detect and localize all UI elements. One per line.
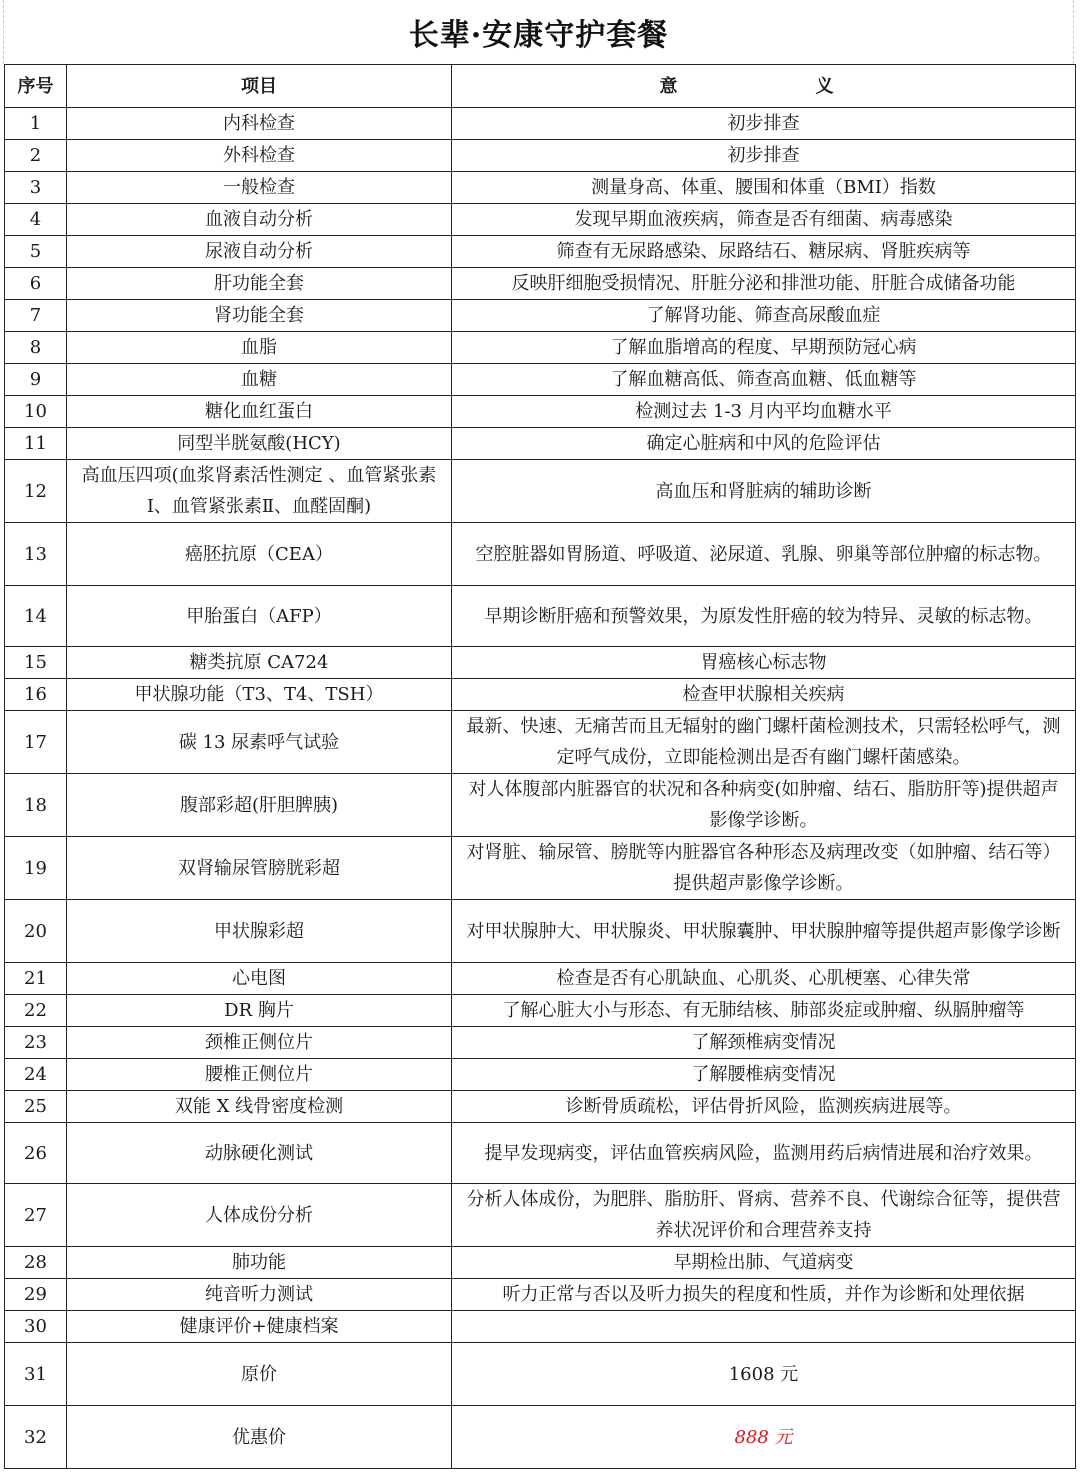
header-desc: 意 义: [452, 65, 1076, 108]
header-no: 序号: [5, 65, 67, 108]
table-row: [5, 900, 1076, 963]
table-row: [5, 523, 1076, 586]
table-row: [5, 1279, 1076, 1311]
row-no: 18: [5, 774, 67, 837]
title-bar: [3, 0, 1074, 64]
table-row: [5, 647, 1076, 679]
table-row: [5, 1311, 1076, 1343]
row-desc: 高血压和肾脏病的辅助诊断: [452, 460, 1076, 523]
row-no: 24: [5, 1059, 67, 1091]
sale-price-row: [5, 1406, 1076, 1469]
row-item: 高血压四项(血浆肾素活性测定 、血管紧张素 Ⅰ、血管紧张素Ⅱ、血醛固酮): [67, 460, 452, 523]
row-item: 糖类抗原 CA724: [67, 647, 452, 679]
row-no: 10: [5, 396, 67, 428]
row-no: 1: [5, 108, 67, 140]
row-desc: 提早发现病变，评估血管疾病风险，监测用药后病情进展和治疗效果。: [452, 1123, 1076, 1184]
row-desc: 了解腰椎病变情况: [452, 1059, 1076, 1091]
original-price-row: [5, 1343, 1076, 1406]
row-item: 双肾输尿管膀胱彩超: [67, 837, 452, 900]
row-item: 血糖: [67, 364, 452, 396]
row-no: 32: [5, 1406, 67, 1469]
page-title: 长辈·安康守护套餐: [408, 18, 669, 53]
table-row: [5, 963, 1076, 995]
row-item: 血脂: [67, 332, 452, 364]
row-item: 人体成份分析: [67, 1184, 452, 1247]
row-desc: 检测过去 1-3 月内平均血糖水平: [452, 396, 1076, 428]
row-no: 20: [5, 900, 67, 963]
row-no: 3: [5, 172, 67, 204]
row-desc: 初步排查: [452, 108, 1076, 140]
table-row: [5, 396, 1076, 428]
row-item: 甲胎蛋白（AFP）: [67, 586, 452, 647]
row-desc: 诊断骨质疏松，评估骨折风险，监测疾病进展等。: [452, 1091, 1076, 1123]
row-desc: 对肾脏、输尿管、膀胱等内脏器官各种形态及病理改变（如肿瘤、结石等）提供超声影像学诊断。: [452, 837, 1076, 900]
table-row: [5, 236, 1076, 268]
row-desc: 测量身高、体重、腰围和体重（BMI）指数: [452, 172, 1076, 204]
row-item: 颈椎正侧位片: [67, 1027, 452, 1059]
row-desc: 空腔脏器如胃肠道、呼吸道、泌尿道、乳腺、卵巢等部位肿瘤的标志物。: [452, 523, 1076, 586]
table-row: [5, 204, 1076, 236]
row-no: 27: [5, 1184, 67, 1247]
row-item: 健康评价+健康档案: [67, 1311, 452, 1343]
row-no: 11: [5, 428, 67, 460]
row-no: 31: [5, 1343, 67, 1406]
table-row: [5, 711, 1076, 774]
row-item: 血液自动分析: [67, 204, 452, 236]
row-item: 心电图: [67, 963, 452, 995]
table-row: [5, 1247, 1076, 1279]
row-item: 癌胚抗原（CEA）: [67, 523, 452, 586]
table-row: [5, 332, 1076, 364]
row-desc: 最新、快速、无痛苦而且无辐射的幽门螺杆菌检测技术，只需轻松呼气，测定呼气成份，立即能检测出是否有幽门螺杆菌感染。: [452, 711, 1076, 774]
row-no: 2: [5, 140, 67, 172]
table-row: [5, 268, 1076, 300]
row-item: 肾功能全套: [67, 300, 452, 332]
row-no: 13: [5, 523, 67, 586]
row-no: 21: [5, 963, 67, 995]
table-row: [5, 1123, 1076, 1184]
row-no: 4: [5, 204, 67, 236]
row-desc: 早期诊断肝癌和预警效果，为原发性肝癌的较为特异、灵敏的标志物。: [452, 586, 1076, 647]
row-item: 同型半胱氨酸(HCY): [67, 428, 452, 460]
row-no: 30: [5, 1311, 67, 1343]
row-desc: 反映肝细胞受损情况、肝脏分泌和排泄功能、肝脏合成储备功能: [452, 268, 1076, 300]
table-row: [5, 300, 1076, 332]
table-row: [5, 995, 1076, 1027]
row-item: 腰椎正侧位片: [67, 1059, 452, 1091]
row-no: 5: [5, 236, 67, 268]
row-item: 内科检查: [67, 108, 452, 140]
table-row: [5, 837, 1076, 900]
row-desc: 分析人体成份，为肥胖、脂肪肝、肾病、营养不良、代谢综合征等，提供营养状况评价和合理营养支持: [452, 1184, 1076, 1247]
row-item: 肺功能: [67, 1247, 452, 1279]
sale-price-value: 888 元: [452, 1406, 1076, 1469]
row-no: 7: [5, 300, 67, 332]
row-item: 外科检查: [67, 140, 452, 172]
table-row: [5, 774, 1076, 837]
row-no: 16: [5, 679, 67, 711]
row-no: 14: [5, 586, 67, 647]
table-row: [5, 586, 1076, 647]
table-row: [5, 1091, 1076, 1123]
row-no: 8: [5, 332, 67, 364]
row-no: 23: [5, 1027, 67, 1059]
row-item: 甲状腺彩超: [67, 900, 452, 963]
row-desc: 听力正常与否以及听力损失的程度和性质，并作为诊断和处理依据: [452, 1279, 1076, 1311]
row-desc: [452, 1311, 1076, 1343]
table-row: [5, 364, 1076, 396]
row-no: 12: [5, 460, 67, 523]
row-item: DR 胸片: [67, 995, 452, 1027]
row-desc: 了解心脏大小与形态、有无肺结核、肺部炎症或肿瘤、纵膈肿瘤等: [452, 995, 1076, 1027]
table-row: [5, 428, 1076, 460]
row-item: 碳 13 尿素呼气试验: [67, 711, 452, 774]
table-header-row: [5, 65, 1076, 108]
table-row: [5, 140, 1076, 172]
table-row: [5, 1027, 1076, 1059]
row-desc: 胃癌核心标志物: [452, 647, 1076, 679]
table-body: [5, 108, 1076, 1469]
row-desc: 对人体腹部内脏器官的状况和各种病变(如肿瘤、结石、脂肪肝等)提供超声影像学诊断。: [452, 774, 1076, 837]
header-item: 项目: [67, 65, 452, 108]
row-desc: 初步排查: [452, 140, 1076, 172]
sale-price-label: 优惠价: [67, 1406, 452, 1469]
row-no: 28: [5, 1247, 67, 1279]
row-desc: 检查甲状腺相关疾病: [452, 679, 1076, 711]
row-no: 17: [5, 711, 67, 774]
table-row: [5, 108, 1076, 140]
row-no: 6: [5, 268, 67, 300]
row-desc: 了解肾功能、筛查高尿酸血症: [452, 300, 1076, 332]
row-no: 15: [5, 647, 67, 679]
row-desc: 了解血脂增高的程度、早期预防冠心病: [452, 332, 1076, 364]
table-row: [5, 679, 1076, 711]
original-price-value: 1608 元: [452, 1343, 1076, 1406]
row-desc: 对甲状腺肿大、甲状腺炎、甲状腺囊肿、甲状腺肿瘤等提供超声影像学诊断: [452, 900, 1076, 963]
row-desc: 确定心脏病和中风的危险评估: [452, 428, 1076, 460]
row-item: 动脉硬化测试: [67, 1123, 452, 1184]
table-row: [5, 460, 1076, 523]
row-desc: 了解颈椎病变情况: [452, 1027, 1076, 1059]
row-no: 29: [5, 1279, 67, 1311]
row-no: 25: [5, 1091, 67, 1123]
row-item: 肝功能全套: [67, 268, 452, 300]
row-item: 腹部彩超(肝胆脾胰): [67, 774, 452, 837]
row-desc: 发现早期血液疾病，筛查是否有细菌、病毒感染: [452, 204, 1076, 236]
row-no: 19: [5, 837, 67, 900]
original-price-label: 原价: [67, 1343, 452, 1406]
row-desc: 检查是否有心肌缺血、心肌炎、心肌梗塞、心律失常: [452, 963, 1076, 995]
row-item: 一般检查: [67, 172, 452, 204]
row-no: 26: [5, 1123, 67, 1184]
package-table: [4, 64, 1076, 1469]
row-item: 尿液自动分析: [67, 236, 452, 268]
row-no: 9: [5, 364, 67, 396]
row-desc: 筛查有无尿路感染、尿路结石、糖尿病、肾脏疾病等: [452, 236, 1076, 268]
table-row: [5, 1184, 1076, 1247]
row-item: 甲状腺功能（T3、T4、TSH）: [67, 679, 452, 711]
row-no: 22: [5, 995, 67, 1027]
row-item: 纯音听力测试: [67, 1279, 452, 1311]
row-item: 糖化血红蛋白: [67, 396, 452, 428]
table-row: [5, 172, 1076, 204]
row-item: 双能 X 线骨密度检测: [67, 1091, 452, 1123]
table-row: [5, 1059, 1076, 1091]
row-desc: 了解血糖高低、筛查高血糖、低血糖等: [452, 364, 1076, 396]
row-desc: 早期检出肺、气道病变: [452, 1247, 1076, 1279]
